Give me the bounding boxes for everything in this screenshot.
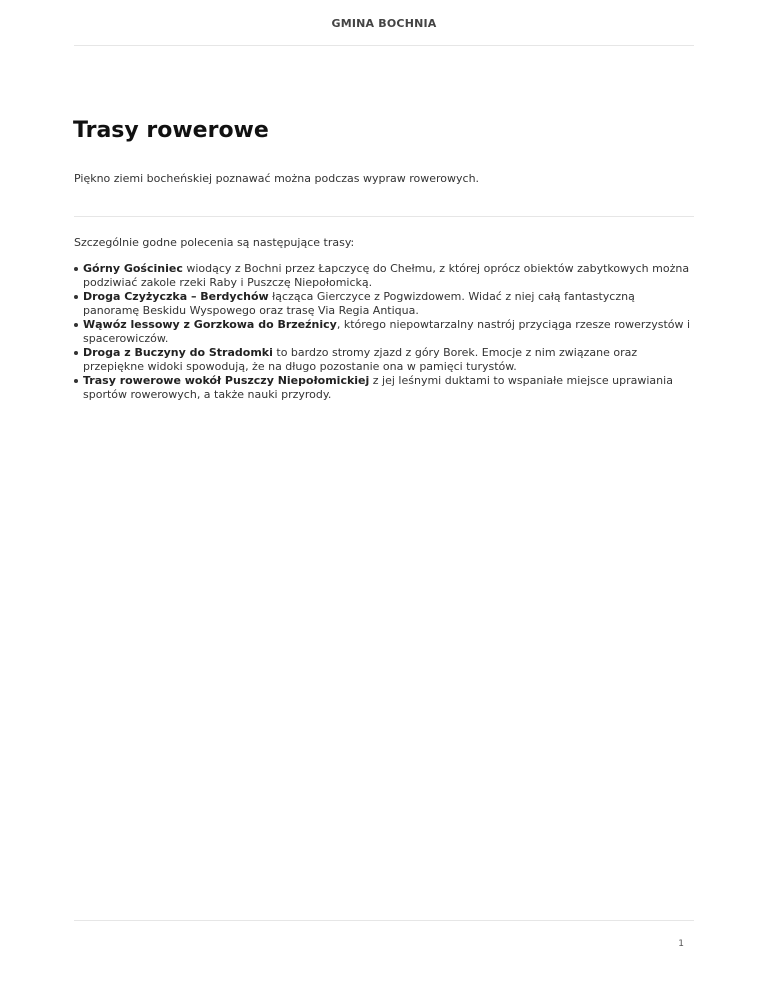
lead-paragraph: Szczególnie godne polecenia są następujące trasy: xyxy=(74,236,355,249)
intro-paragraph: Piękno ziemi bocheńskiej poznawać można podczas wypraw rowerowych. xyxy=(74,172,480,185)
page-title: Trasy rowerowe xyxy=(73,118,269,143)
footer-divider xyxy=(74,920,694,921)
route-name: Droga Czyżyczka – Berdychów xyxy=(83,290,269,303)
route-description: , którego niepowtarzalny nastrój przyciąga rzesze rowerzystów i spacerowiczów. xyxy=(83,318,691,345)
list-item xyxy=(74,262,694,290)
route-description: łącząca Gierczyce z Pogwizdowem. Widać z niej całą fantastyczną panoramę Beskidu Wyspowego oraz trasę Via Regia Antiqua. xyxy=(83,290,635,317)
route-description: wiodący z Bochni przez Łapczycę do Chełmu, z której oprócz obiektów zabytkowych można podziwiać zakole rzeki Raby i Puszczę Niepołomicką. xyxy=(83,262,690,289)
route-description: z jej leśnymi duktami to wspaniałe miejsce uprawiania sportów rowerowych, a także nauki przyrody. xyxy=(83,374,673,401)
bullet-icon xyxy=(74,295,78,299)
route-description: to bardzo stromy zjazd z góry Borek. Emocje z nim związane oraz przepiękne widoki spowodują, że na długo pozostanie ona w pamięci turystów. xyxy=(83,346,638,373)
page-header xyxy=(74,0,694,46)
header-title: GMINA BOCHNIA xyxy=(331,17,437,30)
route-name: Trasy rowerowe wokół Puszczy Niepołomickiej xyxy=(83,374,370,387)
routes-list xyxy=(74,262,694,402)
list-item xyxy=(74,290,694,318)
bullet-icon xyxy=(74,351,78,355)
list-item xyxy=(74,346,694,374)
section-divider xyxy=(74,216,694,217)
bullet-icon xyxy=(74,379,78,383)
list-item xyxy=(74,318,694,346)
route-name: Droga z Buczyny do Stradomki xyxy=(83,346,273,359)
list-item xyxy=(74,374,694,402)
route-name: Wąwóz lessowy z Gorzkowa do Brzeźnicy xyxy=(83,318,337,331)
bullet-icon xyxy=(74,267,78,271)
route-name: Górny Gościniec xyxy=(83,262,183,275)
bullet-icon xyxy=(74,323,78,327)
page-number: 1 xyxy=(678,939,684,949)
